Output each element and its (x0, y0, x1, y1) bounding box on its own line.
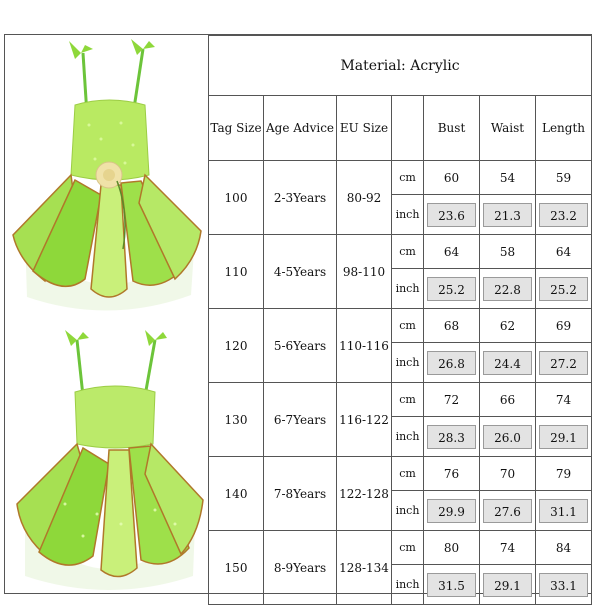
bust-cm-cell: 72 (424, 383, 480, 417)
bust-cm-cell: 68 (424, 309, 480, 343)
header-waist: Waist (480, 96, 536, 161)
table-row (209, 383, 592, 417)
waist-cm-cell: 66 (480, 383, 536, 417)
length-cm-cell: 84 (536, 531, 592, 565)
bust-inch-value: 28.3 (427, 425, 476, 449)
length-inch-cell (536, 269, 592, 309)
size-chart-frame (4, 34, 592, 594)
length-inch-cell (536, 565, 592, 605)
dress-front-illustration (5, 35, 208, 314)
unit-cm-label: cm (392, 457, 424, 491)
unit-inch-label: inch (392, 269, 424, 309)
dress-back-photo (5, 314, 208, 593)
waist-cm-cell: 54 (480, 161, 536, 195)
table-row (209, 457, 592, 491)
unit-inch-label: inch (392, 491, 424, 531)
bust-inch-cell (424, 417, 480, 457)
bust-cm-cell: 76 (424, 457, 480, 491)
dress-back-illustration (5, 314, 208, 593)
age-advice-cell: 8-9Years (264, 531, 337, 605)
bust-inch-value: 29.9 (427, 499, 476, 523)
tag-size-cell: 100 (209, 161, 264, 235)
eu-size-cell: 122-128 (337, 457, 392, 531)
bust-inch-value: 25.2 (427, 277, 476, 301)
unit-inch-label: inch (392, 343, 424, 383)
age-advice-cell: 6-7Years (264, 383, 337, 457)
waist-inch-cell (480, 491, 536, 531)
length-cm-cell: 69 (536, 309, 592, 343)
age-advice-cell: 4-5Years (264, 235, 337, 309)
waist-inch-value: 29.1 (483, 573, 532, 597)
length-inch-cell (536, 195, 592, 235)
waist-inch-value: 21.3 (483, 203, 532, 227)
bust-cm-cell: 64 (424, 235, 480, 269)
length-inch-value: 27.2 (539, 351, 588, 375)
bust-cm-cell: 60 (424, 161, 480, 195)
waist-inch-value: 22.8 (483, 277, 532, 301)
bust-inch-value: 23.6 (427, 203, 476, 227)
unit-cm-label: cm (392, 383, 424, 417)
unit-inch-label: inch (392, 565, 424, 605)
age-advice-cell: 2-3Years (264, 161, 337, 235)
table-row (209, 531, 592, 565)
length-inch-value: 23.2 (539, 203, 588, 227)
length-inch-value: 33.1 (539, 573, 588, 597)
length-inch-cell (536, 343, 592, 383)
waist-cm-cell: 62 (480, 309, 536, 343)
bust-inch-cell (424, 491, 480, 531)
tag-size-cell: 130 (209, 383, 264, 457)
eu-size-cell: 110-116 (337, 309, 392, 383)
eu-size-cell: 128-134 (337, 531, 392, 605)
table-row (209, 161, 592, 195)
eu-size-cell: 80-92 (337, 161, 392, 235)
header-age-advice: Age Advice (264, 96, 337, 161)
bust-inch-cell (424, 269, 480, 309)
waist-cm-cell: 74 (480, 531, 536, 565)
dress-front-photo (5, 35, 208, 314)
length-cm-cell: 59 (536, 161, 592, 195)
length-inch-value: 31.1 (539, 499, 588, 523)
bust-inch-value: 31.5 (427, 573, 476, 597)
bust-cm-cell: 80 (424, 531, 480, 565)
waist-inch-cell (480, 417, 536, 457)
bust-inch-cell (424, 565, 480, 605)
unit-cm-label: cm (392, 309, 424, 343)
waist-inch-value: 26.0 (483, 425, 532, 449)
unit-inch-label: inch (392, 195, 424, 235)
length-inch-value: 29.1 (539, 425, 588, 449)
waist-cm-cell: 70 (480, 457, 536, 491)
table-row (209, 309, 592, 343)
header-eu-size: EU Size (337, 96, 392, 161)
table-header-row (209, 96, 592, 161)
length-inch-cell (536, 491, 592, 531)
eu-size-cell: 116-122 (337, 383, 392, 457)
length-inch-value: 25.2 (539, 277, 588, 301)
age-advice-cell: 5-6Years (264, 309, 337, 383)
length-cm-cell: 79 (536, 457, 592, 491)
tag-size-cell: 150 (209, 531, 264, 605)
header-length: Length (536, 96, 592, 161)
header-tag-size: Tag Size (209, 96, 264, 161)
header-bust: Bust (424, 96, 480, 161)
product-photos (5, 35, 209, 593)
bust-inch-value: 26.8 (427, 351, 476, 375)
length-inch-cell (536, 417, 592, 457)
header-unit (392, 96, 424, 161)
eu-size-cell: 98-110 (337, 235, 392, 309)
tag-size-cell: 110 (209, 235, 264, 309)
unit-cm-label: cm (392, 235, 424, 269)
unit-cm-label: cm (392, 531, 424, 565)
waist-inch-cell (480, 195, 536, 235)
unit-cm-label: cm (392, 161, 424, 195)
bust-inch-cell (424, 343, 480, 383)
length-cm-cell: 74 (536, 383, 592, 417)
waist-cm-cell: 58 (480, 235, 536, 269)
table-title-row (209, 36, 592, 96)
table-row (209, 235, 592, 269)
bust-inch-cell (424, 195, 480, 235)
material-title: Material: Acrylic (209, 36, 592, 96)
length-cm-cell: 64 (536, 235, 592, 269)
waist-inch-cell (480, 343, 536, 383)
waist-inch-value: 24.4 (483, 351, 532, 375)
size-table (208, 35, 592, 605)
waist-inch-cell (480, 565, 536, 605)
age-advice-cell: 7-8Years (264, 457, 337, 531)
tag-size-cell: 120 (209, 309, 264, 383)
unit-inch-label: inch (392, 417, 424, 457)
waist-inch-value: 27.6 (483, 499, 532, 523)
waist-inch-cell (480, 269, 536, 309)
tag-size-cell: 140 (209, 457, 264, 531)
